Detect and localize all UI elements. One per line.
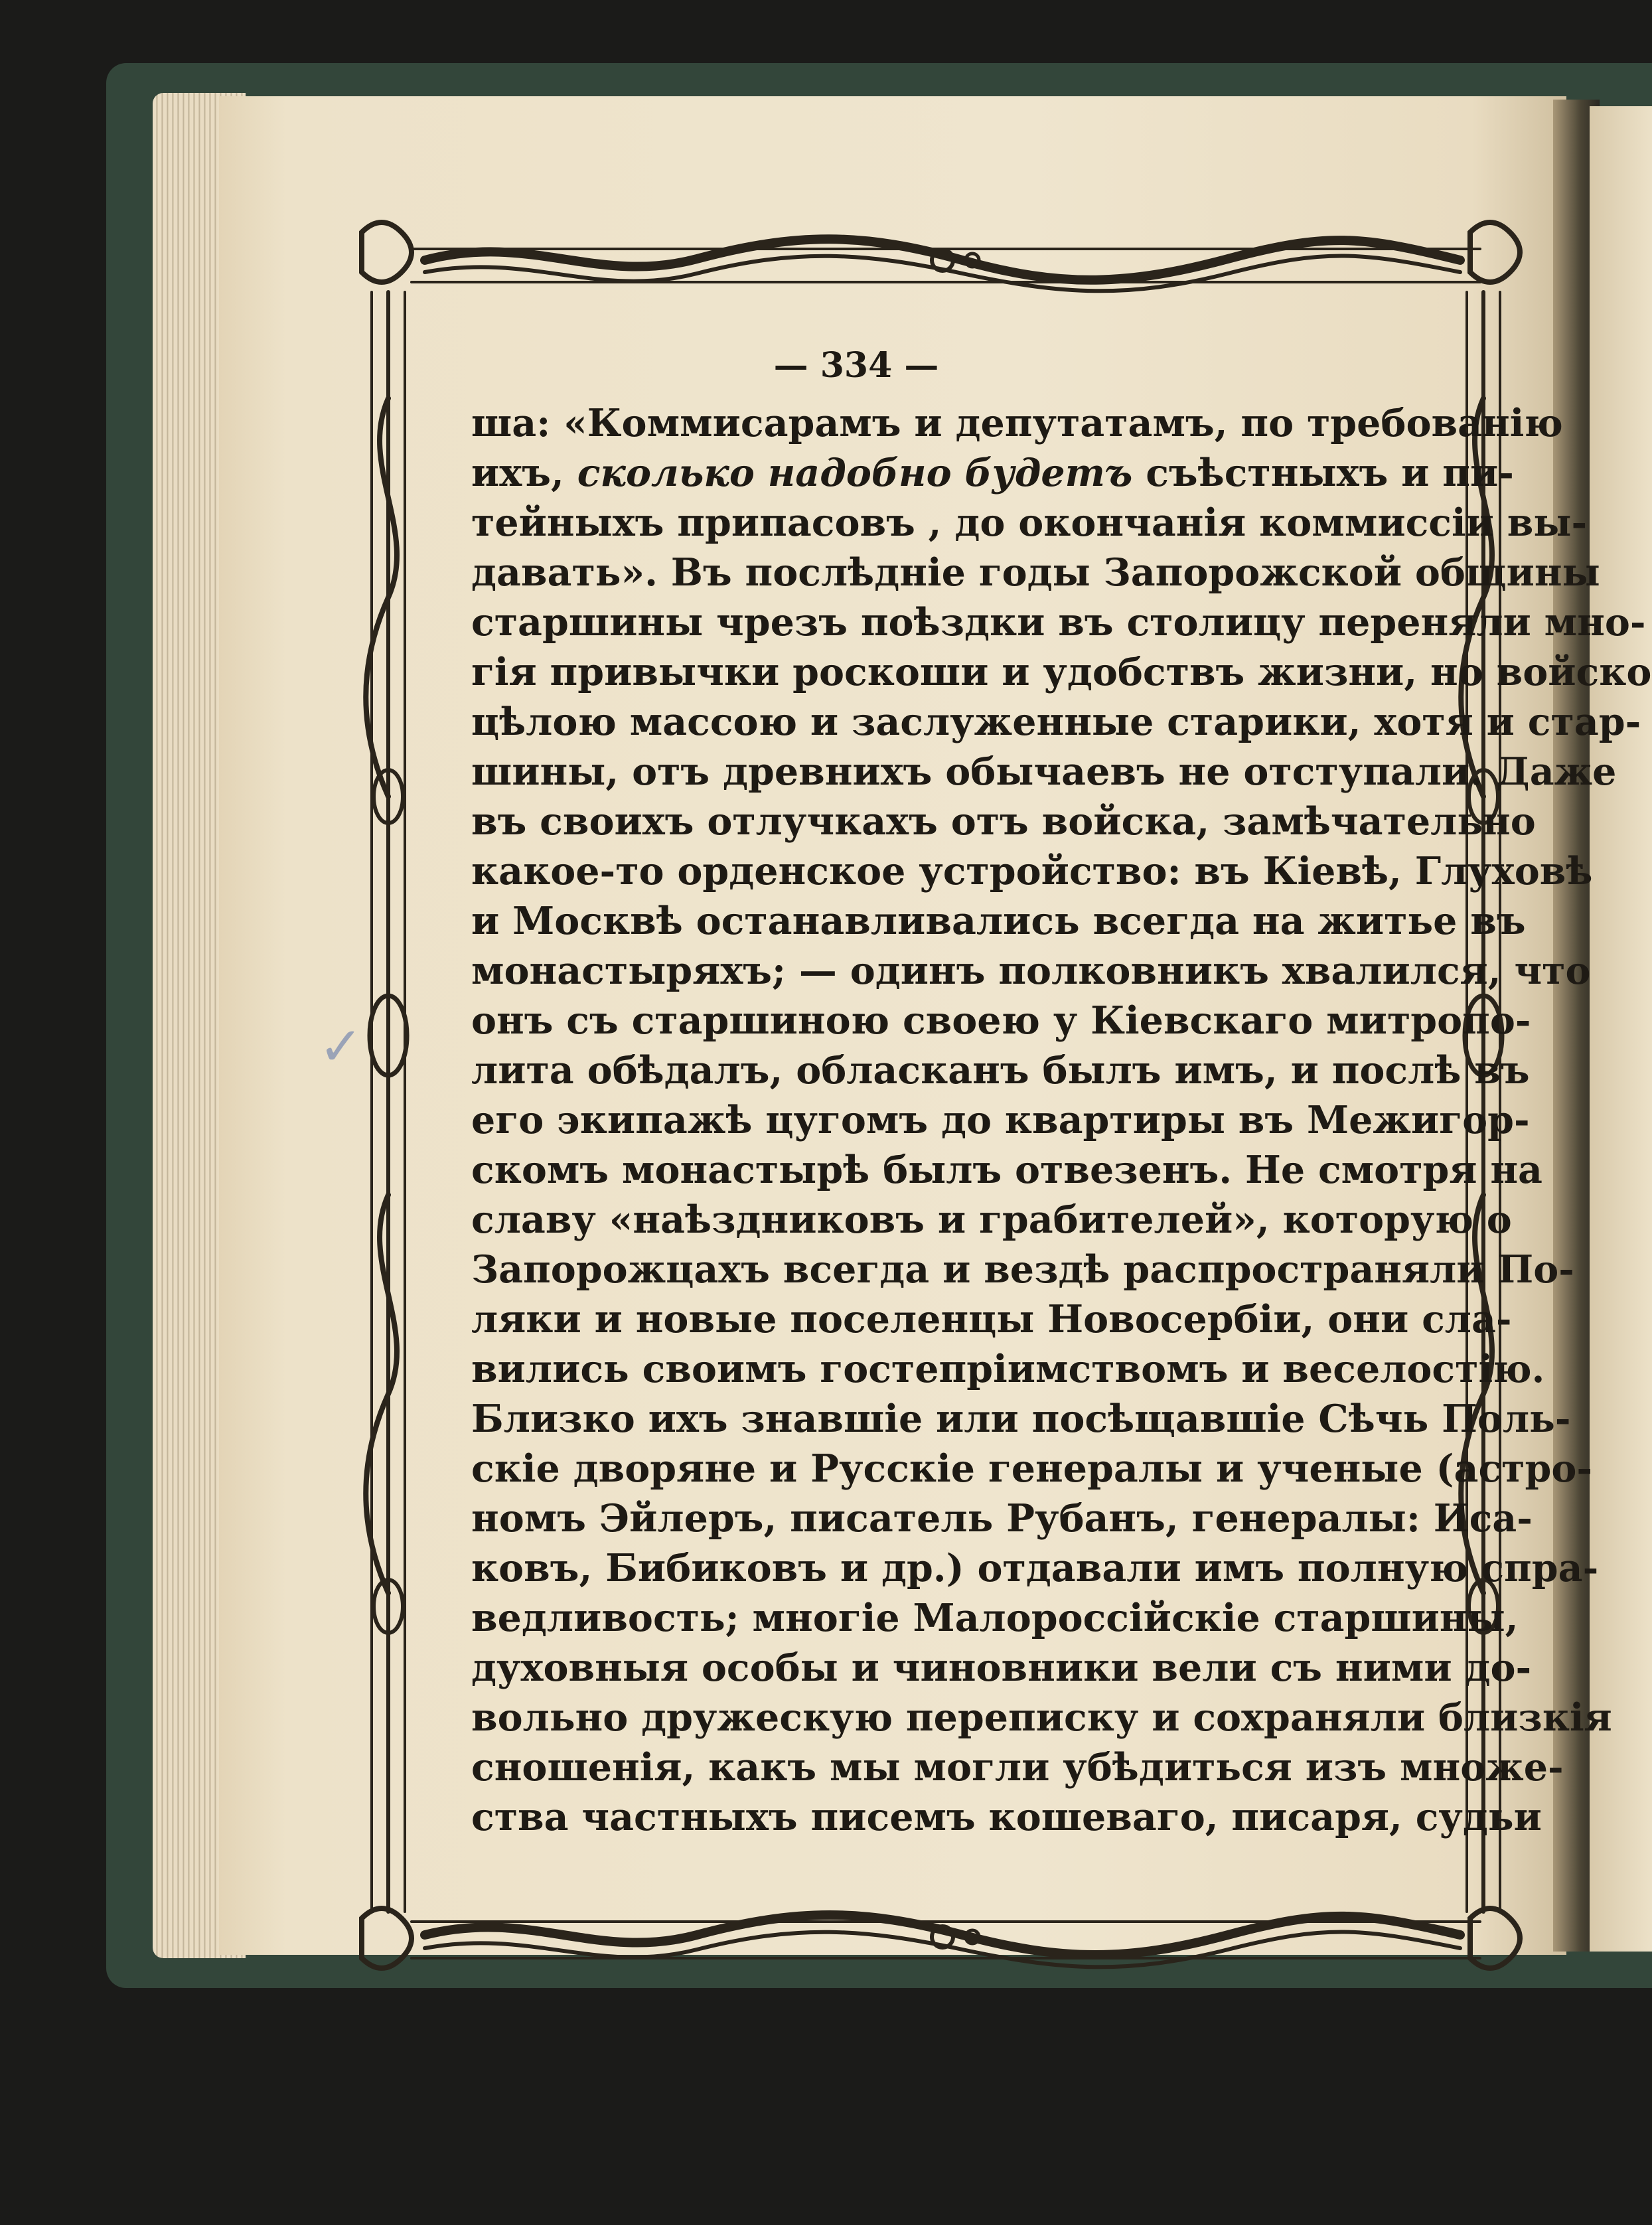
text-line xyxy=(471,1245,1574,1294)
text-segment: онъ съ старшиною своею у Кіевскаго митропо- xyxy=(471,998,1531,1043)
text-segment: старшины чрезъ поѣздки въ столицу переняли мно- xyxy=(471,600,1646,645)
text-segment: ведливость; многіе Малороссійскіе старшины, xyxy=(471,1596,1519,1640)
text-line xyxy=(471,996,1531,1045)
text-line xyxy=(471,1593,1519,1643)
text-line xyxy=(471,1444,1593,1494)
text-segment: славу «наѣздниковъ и грабителей», которую о xyxy=(471,1197,1512,1242)
text-line xyxy=(471,747,1617,797)
text-segment: Близко ихъ знавшіе или посѣщавшіе Сѣчь Поль- xyxy=(471,1397,1571,1441)
margin-checkmark: ✓ xyxy=(319,1016,364,1077)
text-segment: ша: «Коммисарамъ и депутатамъ, по требованію xyxy=(471,401,1563,445)
text-segment: скіе дворяне и Русскіе генералы и ученые (астро- xyxy=(471,1446,1593,1491)
text-segment: сношенія, какъ мы могли убѣдиться изъ множе- xyxy=(471,1745,1564,1790)
text-segment: давать». Въ послѣдніе годы Запорожской общины xyxy=(471,550,1600,595)
text-line xyxy=(471,697,1641,747)
text-line xyxy=(471,1145,1542,1195)
text-line xyxy=(471,1643,1532,1693)
text-line xyxy=(471,1693,1612,1742)
text-segment: и Москвѣ останавливались всегда на житье въ xyxy=(471,899,1526,943)
text-line xyxy=(471,1294,1512,1344)
text-segment: монастыряхъ; — одинъ полковникъ хвалился, что xyxy=(471,949,1591,993)
text-segment: ковъ, Бибиковъ и др.) отдавали имъ полную спра- xyxy=(471,1546,1599,1590)
text-segment: скомъ монастырѣ былъ отвезенъ. Не смотря на xyxy=(471,1148,1542,1192)
text-segment: какое-то орденское устройство: въ Кіевѣ, Глуховѣ xyxy=(471,849,1593,893)
text-segment: ихъ, xyxy=(471,451,577,495)
text-line xyxy=(471,1742,1564,1792)
text-segment: съѣстныхъ и пи- xyxy=(1132,451,1514,495)
text-line xyxy=(471,548,1600,597)
text-line xyxy=(471,597,1646,647)
text-segment: въ своихъ отлучкахъ отъ войска, замѣчательно xyxy=(471,799,1536,844)
text-line xyxy=(471,1095,1530,1145)
text-line xyxy=(471,398,1563,448)
text-line xyxy=(471,1195,1512,1245)
text-line xyxy=(471,1045,1530,1095)
text-segment: ства частныхъ писемъ кошеваго, писаря, судьи xyxy=(471,1795,1542,1839)
text-segment: Запорожцахъ всегда и вездѣ распространяли По- xyxy=(471,1247,1574,1292)
text-line xyxy=(471,896,1526,946)
text-segment: тейныхъ припасовъ , до окончанія коммиссіи вы- xyxy=(471,500,1588,545)
text-line xyxy=(471,1792,1542,1842)
text-line xyxy=(471,797,1536,846)
text-line xyxy=(471,1344,1545,1394)
italic-segment: сколько надобно будетъ xyxy=(577,451,1133,495)
text-segment: лита обѣдалъ, обласканъ былъ имъ, и послѣ въ xyxy=(471,1048,1530,1093)
text-segment: номъ Эйлеръ, писатель Рубанъ, генералы: Иса- xyxy=(471,1496,1533,1541)
page-number: — 334 — xyxy=(773,345,939,386)
text-segment: его экипажѣ цугомъ до квартиры въ Межигор- xyxy=(471,1098,1530,1142)
text-segment: ляки и новые поселенцы Новосербіи, они сла- xyxy=(471,1297,1512,1342)
text-line xyxy=(471,498,1588,548)
text-line xyxy=(471,1494,1533,1543)
text-line xyxy=(471,846,1593,896)
text-segment: цѣлою массою и заслуженные старики, хотя и стар- xyxy=(471,700,1641,744)
text-line xyxy=(471,1394,1571,1444)
text-line xyxy=(471,1543,1599,1593)
text-segment: гія привычки роскоши и удобствъ жизни, но войско xyxy=(471,650,1652,694)
text-segment: вились своимъ гостепріимствомъ и веселостію. xyxy=(471,1347,1545,1391)
text-line xyxy=(471,448,1514,498)
text-segment: духовныя особы и чиновники вели съ ними до- xyxy=(471,1646,1532,1690)
text-line xyxy=(471,946,1591,996)
text-segment: шины, отъ древнихъ обычаевъ не отступали. Даже xyxy=(471,749,1617,794)
text-line xyxy=(471,647,1652,697)
text-segment: вольно дружескую переписку и сохраняли близкія xyxy=(471,1695,1612,1740)
body-text xyxy=(471,398,1652,1842)
